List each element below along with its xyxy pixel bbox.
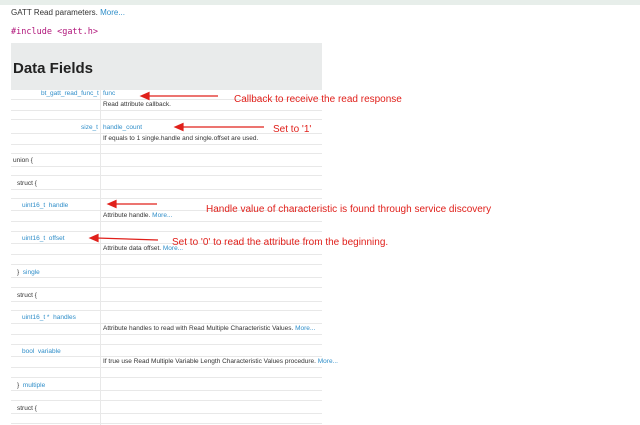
brief-text: GATT Read parameters. [11,8,98,17]
variable-name-link[interactable]: variable [37,348,61,355]
handle-count-description: If equals to 1 single.handle and single.offset are used. [103,135,259,142]
arrow-func-head [141,93,149,100]
offset-name-link[interactable]: offset [48,235,65,242]
struct-open-next: struct { [17,405,37,412]
offset-type-link[interactable]: uint16_t [22,235,46,242]
handle-count-type-link[interactable]: size_t [81,124,98,131]
brief-more-link[interactable]: More... [100,8,125,17]
handle-more-link[interactable]: More... [152,212,173,219]
include-directive: #include [11,27,52,37]
offset-more-link[interactable]: More... [162,245,184,252]
variable-type-link[interactable]: bool [22,348,35,355]
handles-more-link[interactable]: More... [295,325,316,332]
handles-name-link[interactable]: handles [53,314,76,321]
single-close-brace: } [17,269,20,276]
arrow-handle-head [108,201,116,208]
arrow-offset [96,238,158,240]
annotation-handle-count: Set to '1' [273,124,312,135]
union-open: union { [13,157,33,164]
handle-name-link[interactable]: handle [48,202,69,209]
arrow-offset-head [90,235,98,242]
variable-more-link[interactable]: More... [317,358,338,365]
multiple-link[interactable]: multiple [22,382,46,389]
handles-desc-text: Attribute handles to read with Read Multiple Characteristic Values. [103,325,294,332]
func-description: Read attribute callback. [103,101,171,108]
single-link[interactable]: single [22,269,40,276]
func-type-link[interactable]: bt_gatt_read_func_t [41,90,99,97]
arrow-handle-count-head [175,124,183,131]
section-title: Data Fields [13,60,94,77]
offset-desc-text: Attribute data offset. [103,245,162,252]
struct-open-multiple: struct { [17,292,37,299]
variable-desc-text: If true use Read Multiple Variable Length Characteristic Values procedure. [103,358,316,365]
handle-desc-text: Attribute handle. [103,212,151,219]
annotation-func: Callback to receive the read response [234,94,402,105]
struct-open-single: struct { [17,180,37,187]
handles-type-link[interactable]: uint16_t * [22,314,50,321]
annotation-offset: Set to '0' to read the attribute from the beginning. [172,237,389,248]
func-name-link[interactable]: func [103,90,116,97]
annotation-handle: Handle value of characteristic is found through service discovery [206,204,492,215]
include-header: <gatt.h> [57,27,99,37]
multiple-close-brace: } [17,382,20,389]
handle-type-link[interactable]: uint16_t [22,202,46,209]
handle-count-name-link[interactable]: handle_count [103,124,143,131]
